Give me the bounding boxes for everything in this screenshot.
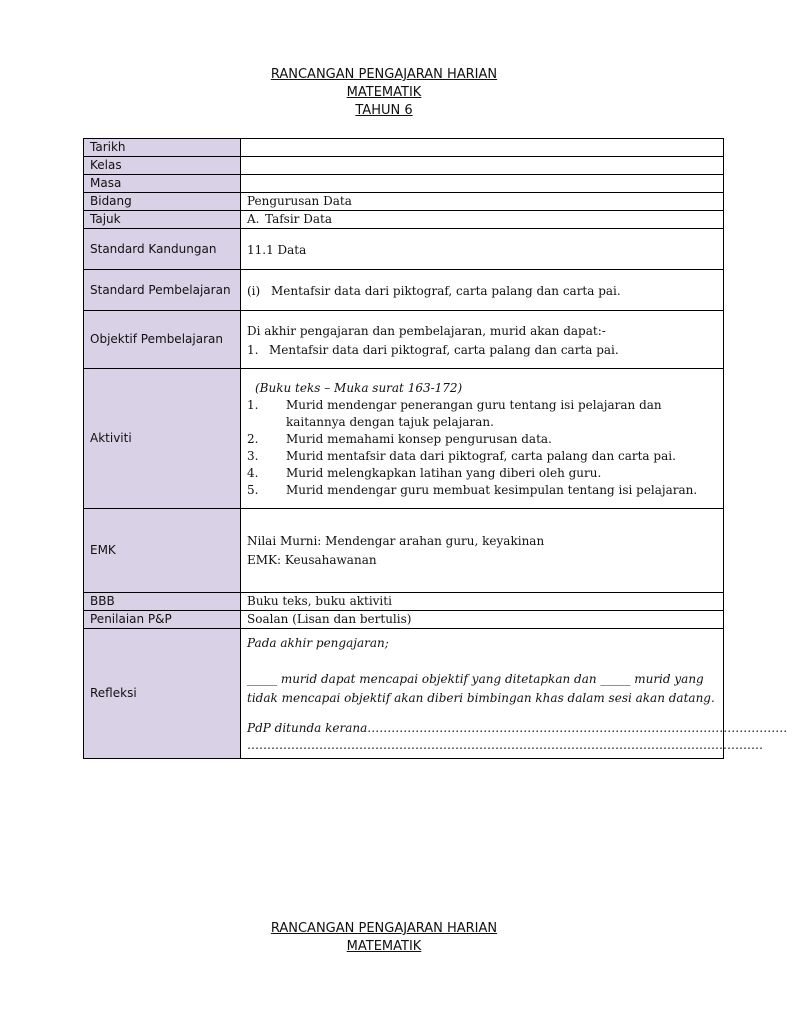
emk-line-1: Nilai Murni: Mendengar arahan guru, keyakinan [247, 533, 545, 548]
aktiviti-item-text: Murid melengkapkan latihan yang diberi oleh guru. [286, 465, 602, 480]
aktiviti-item [247, 397, 717, 431]
aktiviti-item [247, 448, 717, 465]
row-label-bidang: Bidang [84, 193, 241, 211]
row-label-aktiviti: Aktiviti [84, 369, 241, 509]
aktiviti-item-text: Murid mendengar guru membuat kesimpulan tentang isi pelajaran. [286, 482, 698, 497]
aktiviti-item [247, 482, 717, 499]
row-label-tarikh: Tarikh [84, 139, 241, 157]
heading-line-2: MATEMATIK [346, 85, 422, 100]
aktiviti-item-number: 2. [247, 431, 259, 446]
table-row-objektif [84, 311, 724, 369]
aktiviti-item-text: Murid mendengar penerangan guru tentang isi pelajaran dan kaitannya dengan tajuk pelajaran. [286, 397, 662, 429]
row-value-standard-kandungan: 11.1 Data [241, 229, 724, 270]
row-label-penilaian: Penilaian P&P [84, 611, 241, 629]
row-value-aktiviti [241, 369, 724, 509]
aktiviti-item [247, 431, 717, 448]
row-label-bbb: BBB [84, 593, 241, 611]
row-label-emk: EMK [84, 509, 241, 593]
refleksi-line-2: _____ murid dapat mencapai objektif yang ditetapkan dan _____ murid yang tidak mencapai objektif akan diberi bimbingan khas dalam sesi akan datang. [247, 671, 715, 705]
tajuk-number: A. [247, 212, 260, 226]
table-row-kelas [84, 157, 724, 175]
row-value-penilaian: Soalan (Lisan dan bertulis) [241, 611, 724, 629]
objektif-item-text: Mentafsir data dari piktograf, carta palang dan carta pai. [269, 342, 619, 357]
row-label-kelas: Kelas [84, 157, 241, 175]
refleksi-line-3: PdP ditunda kerana…………………………………………………………………………………………… [247, 720, 787, 735]
table-row-bbb [84, 593, 724, 611]
objektif-item [247, 342, 717, 359]
table-row-tajuk [84, 211, 724, 229]
aktiviti-item-text: Murid mentafsir data dari piktograf, carta palang dan carta pai. [286, 448, 676, 463]
objektif-item-number: 1. [247, 342, 259, 357]
row-label-refleksi: Refleksi [84, 629, 241, 759]
row-label-objektif: Objektif Pembelajaran [84, 311, 241, 369]
objektif-intro: Di akhir pengajaran dan pembelajaran, murid akan dapat:- [247, 323, 606, 338]
row-value-bidang: Pengurusan Data [241, 193, 724, 211]
document-heading [0, 66, 768, 120]
row-value-tajuk [241, 211, 724, 229]
aktiviti-list [247, 397, 717, 499]
row-value-tarikh[interactable] [241, 139, 724, 157]
row-label-tajuk: Tajuk [84, 211, 241, 229]
aktiviti-item-number: 3. [247, 448, 259, 463]
table-row-penilaian [84, 611, 724, 629]
table-row-masa [84, 175, 724, 193]
aktiviti-item-text: Murid memahami konsep pengurusan data. [286, 431, 552, 446]
aktiviti-item-number: 5. [247, 482, 259, 497]
aktiviti-item [247, 465, 717, 482]
table-row-bidang [84, 193, 724, 211]
heading-line-3: TAHUN 6 [355, 103, 413, 118]
tajuk-text: Tafsir Data [265, 212, 332, 226]
row-value-refleksi [241, 629, 787, 759]
table-row-standard-kandungan [84, 229, 724, 270]
row-value-bbb: Buku teks, buku aktiviti [241, 593, 724, 611]
lesson-plan-table [83, 138, 787, 759]
next-heading-line-2: MATEMATIK [346, 939, 422, 954]
row-value-kelas[interactable] [241, 157, 724, 175]
next-page-heading [0, 920, 768, 956]
row-label-standard-pembelajaran: Standard Pembelajaran [84, 270, 241, 311]
heading-line-1: RANCANGAN PENGAJARAN HARIAN [270, 67, 498, 82]
table-row-tarikh [84, 139, 724, 157]
aktiviti-reference: (Buku teks – Muka surat 163-172) [255, 380, 463, 395]
aktiviti-item-number: 4. [247, 465, 259, 480]
aktiviti-item-number: 1. [247, 397, 259, 412]
standard-pembelajaran-number: (i) [247, 284, 261, 298]
next-heading-line-1: RANCANGAN PENGAJARAN HARIAN [270, 921, 498, 936]
table-row-refleksi [84, 629, 724, 759]
refleksi-line-1: Pada akhir pengajaran; [247, 635, 389, 650]
emk-line-2: EMK: Keusahawanan [247, 552, 377, 567]
row-value-objektif [241, 311, 724, 369]
row-label-standard-kandungan: Standard Kandungan [84, 229, 241, 270]
table-row-aktiviti [84, 369, 724, 509]
standard-pembelajaran-text: Mentafsir data dari piktograf, carta palang dan carta pai. [271, 284, 621, 298]
refleksi-line-4: ………………………………………………………………………………………………………………… [247, 737, 763, 752]
table-row-emk [84, 509, 724, 593]
row-value-emk [241, 509, 724, 593]
row-value-standard-pembelajaran [241, 270, 724, 311]
row-value-masa[interactable] [241, 175, 724, 193]
table-row-standard-pembelajaran [84, 270, 724, 311]
row-label-masa: Masa [84, 175, 241, 193]
